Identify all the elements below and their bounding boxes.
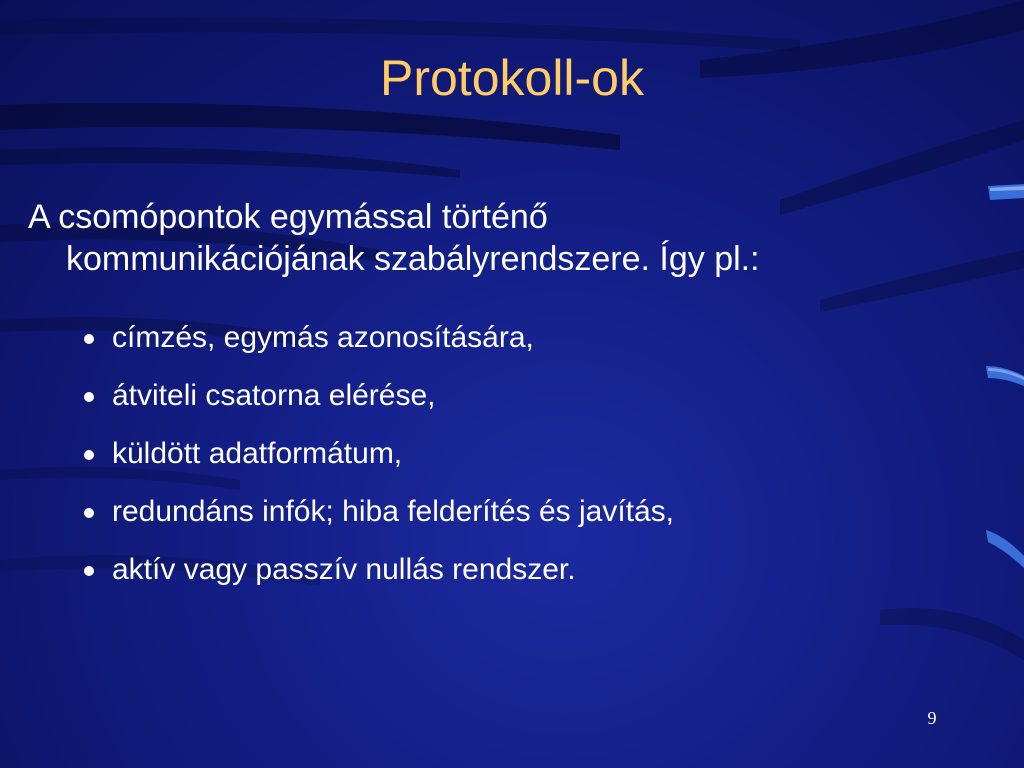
bullet-item xyxy=(80,548,960,606)
bullet-text: átviteli csatorna elérése, xyxy=(112,379,436,412)
intro-text xyxy=(28,196,1008,280)
intro-line-1: A csomópontok egymással történő xyxy=(28,198,548,236)
bullet-item xyxy=(80,316,960,374)
bullet-text: küldött adatformátum, xyxy=(112,437,403,470)
slide-title: Protokoll-ok xyxy=(380,50,644,106)
page-number: 9 xyxy=(927,708,937,728)
bullet-list xyxy=(80,316,960,606)
bullet-item xyxy=(80,432,960,490)
intro-line-2: kommunikációjának szabályrendszere. Így pl.: xyxy=(66,240,760,278)
bullet-dot-icon xyxy=(84,334,94,344)
bullet-text: redundáns infók; hiba felderítés és javítás, xyxy=(112,495,675,528)
bullet-text: aktív vagy passzív nullás rendszer. xyxy=(112,553,576,586)
bullet-text: címzés, egymás azonosítására, xyxy=(112,321,534,354)
bullet-dot-icon xyxy=(84,508,94,518)
bullet-item xyxy=(80,490,960,548)
bullet-dot-icon xyxy=(84,392,94,402)
bullet-item xyxy=(80,374,960,432)
bullet-dot-icon xyxy=(84,566,94,576)
bullet-dot-icon xyxy=(84,450,94,460)
